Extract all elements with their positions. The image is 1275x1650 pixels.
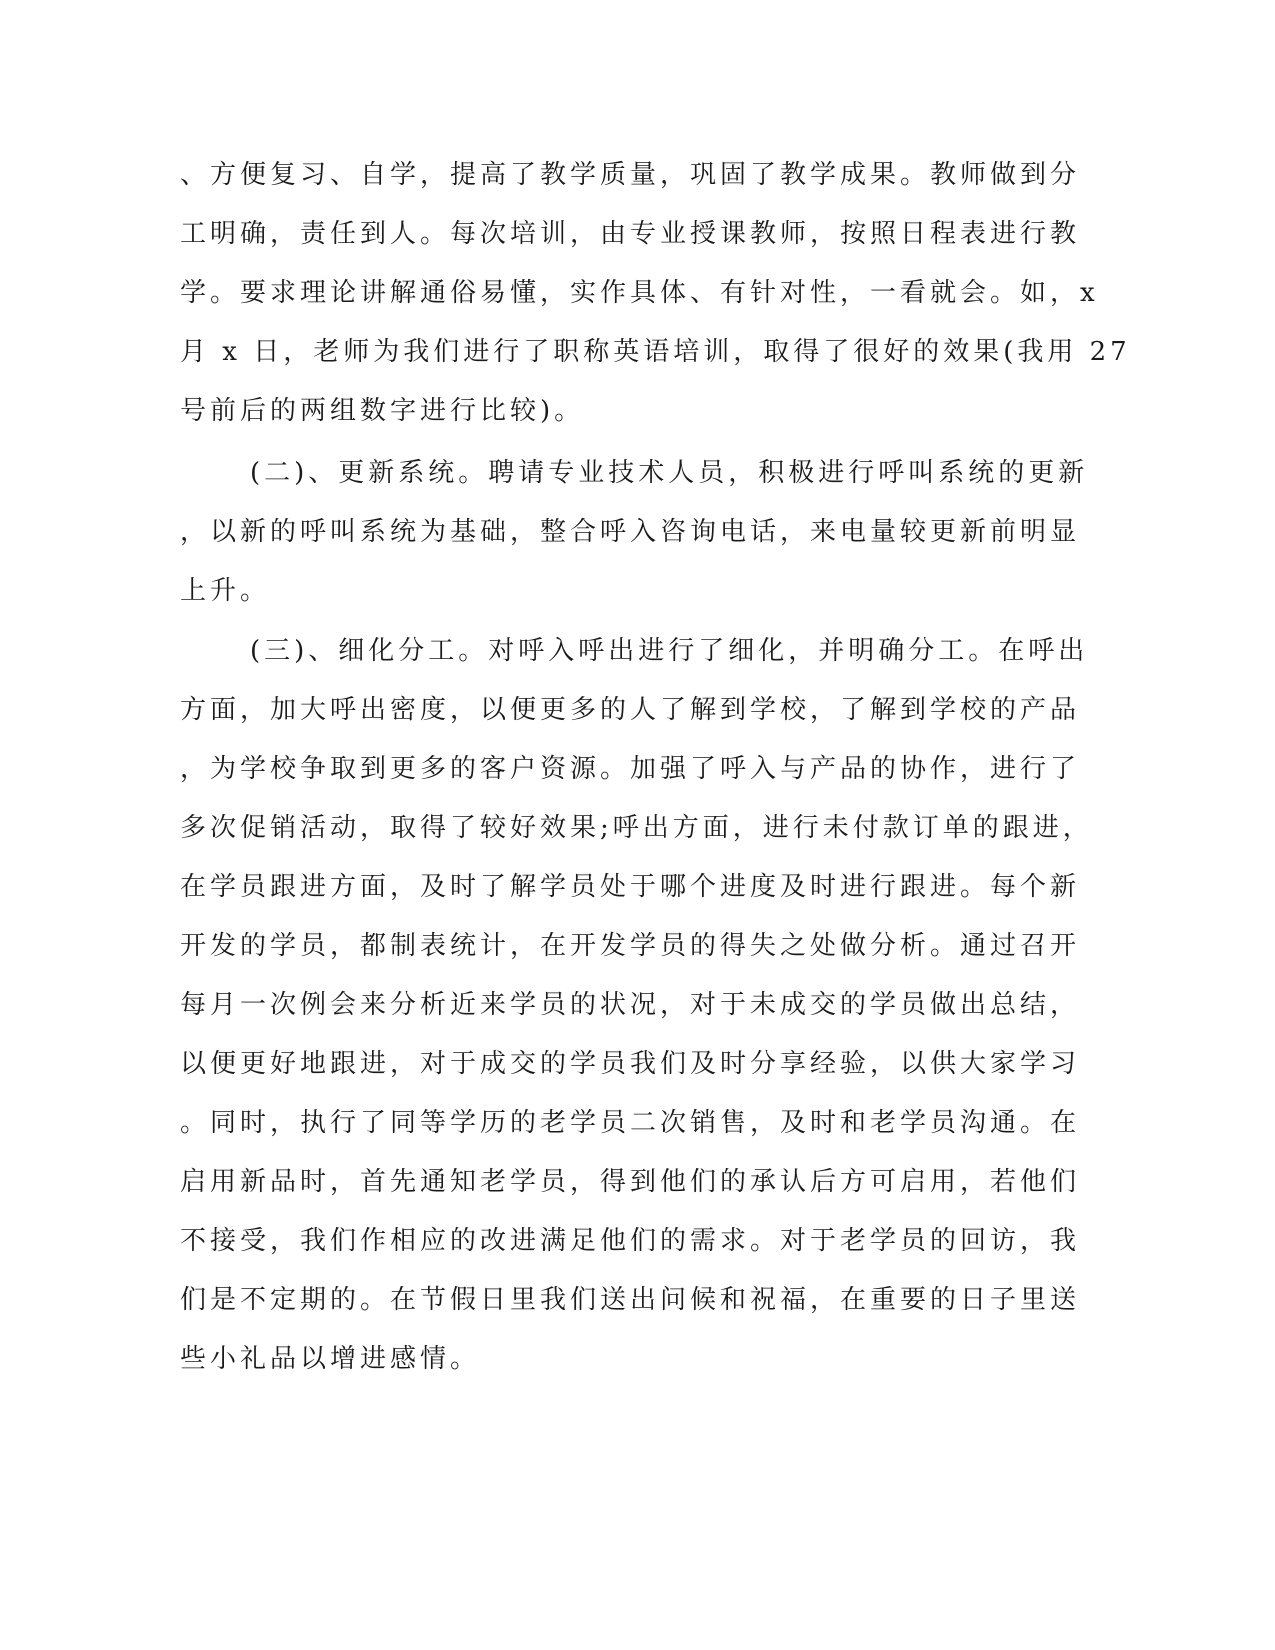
text-line: 启用新品时，首先通知老学员，得到他们的承认后方可启用，若他们 [180, 1167, 1081, 1197]
text-line: 月 x 日，老师为我们进行了职称英语培训，取得了很好的效果(我用 27 [180, 337, 1131, 367]
text-line: 在学员跟进方面，及时了解学员处于哪个进度及时进行跟进。每个新 [180, 872, 1081, 902]
text-line: 、方便复习、自学，提高了教学质量，巩固了教学成果。教师做到分 [180, 160, 1081, 190]
text-line: 学。要求理论讲解通俗易懂，实作具体、有针对性，一看就会。如，x [180, 278, 1099, 308]
text-line: 工明确，责任到人。每次培训，由专业授课教师，按照日程表进行教 [180, 219, 1081, 249]
text-line: ，为学校争取到更多的客户资源。加强了呼入与产品的协作，进行了 [180, 754, 1081, 784]
text-line: 每月一次例会来分析近来学员的状况，对于未成交的学员做出总结， [180, 990, 1081, 1020]
text-line: 号前后的两组数字进行比较)。 [180, 396, 585, 426]
text-line: 多次促销活动，取得了较好效果;呼出方面，进行未付款订单的跟进， [180, 813, 1093, 843]
paragraph-heading-line: (二)、更新系统。聘请专业技术人员，积极进行呼叫系统的更新 [250, 458, 1089, 488]
text-line: 以便更好地跟进，对于成交的学员我们及时分享经验，以供大家学习 [180, 1049, 1081, 1079]
text-line: 方面，加大呼出密度，以便更多的人了解到学校，了解到学校的产品 [180, 695, 1081, 725]
text-line: 不接受，我们作相应的改进满足他们的需求。对于老学员的回访，我 [180, 1226, 1081, 1256]
paragraph-heading-line: (三)、细化分工。对呼入呼出进行了细化，并明确分工。在呼出 [250, 636, 1089, 666]
text-line: 开发的学员，都制表统计，在开发学员的得失之处做分析。通过召开 [180, 931, 1081, 961]
text-line: 。同时，执行了同等学历的老学员二次销售，及时和老学员沟通。在 [180, 1108, 1081, 1138]
text-line: 们是不定期的。在节假日里我们送出问候和祝福，在重要的日子里送 [180, 1285, 1081, 1315]
text-line: ，以新的呼叫系统为基础，整合呼入咨询电话，来电量较更新前明显 [180, 517, 1081, 547]
text-line: 些小礼品以增进感情。 [180, 1344, 481, 1374]
text-line: 上升。 [180, 576, 271, 606]
